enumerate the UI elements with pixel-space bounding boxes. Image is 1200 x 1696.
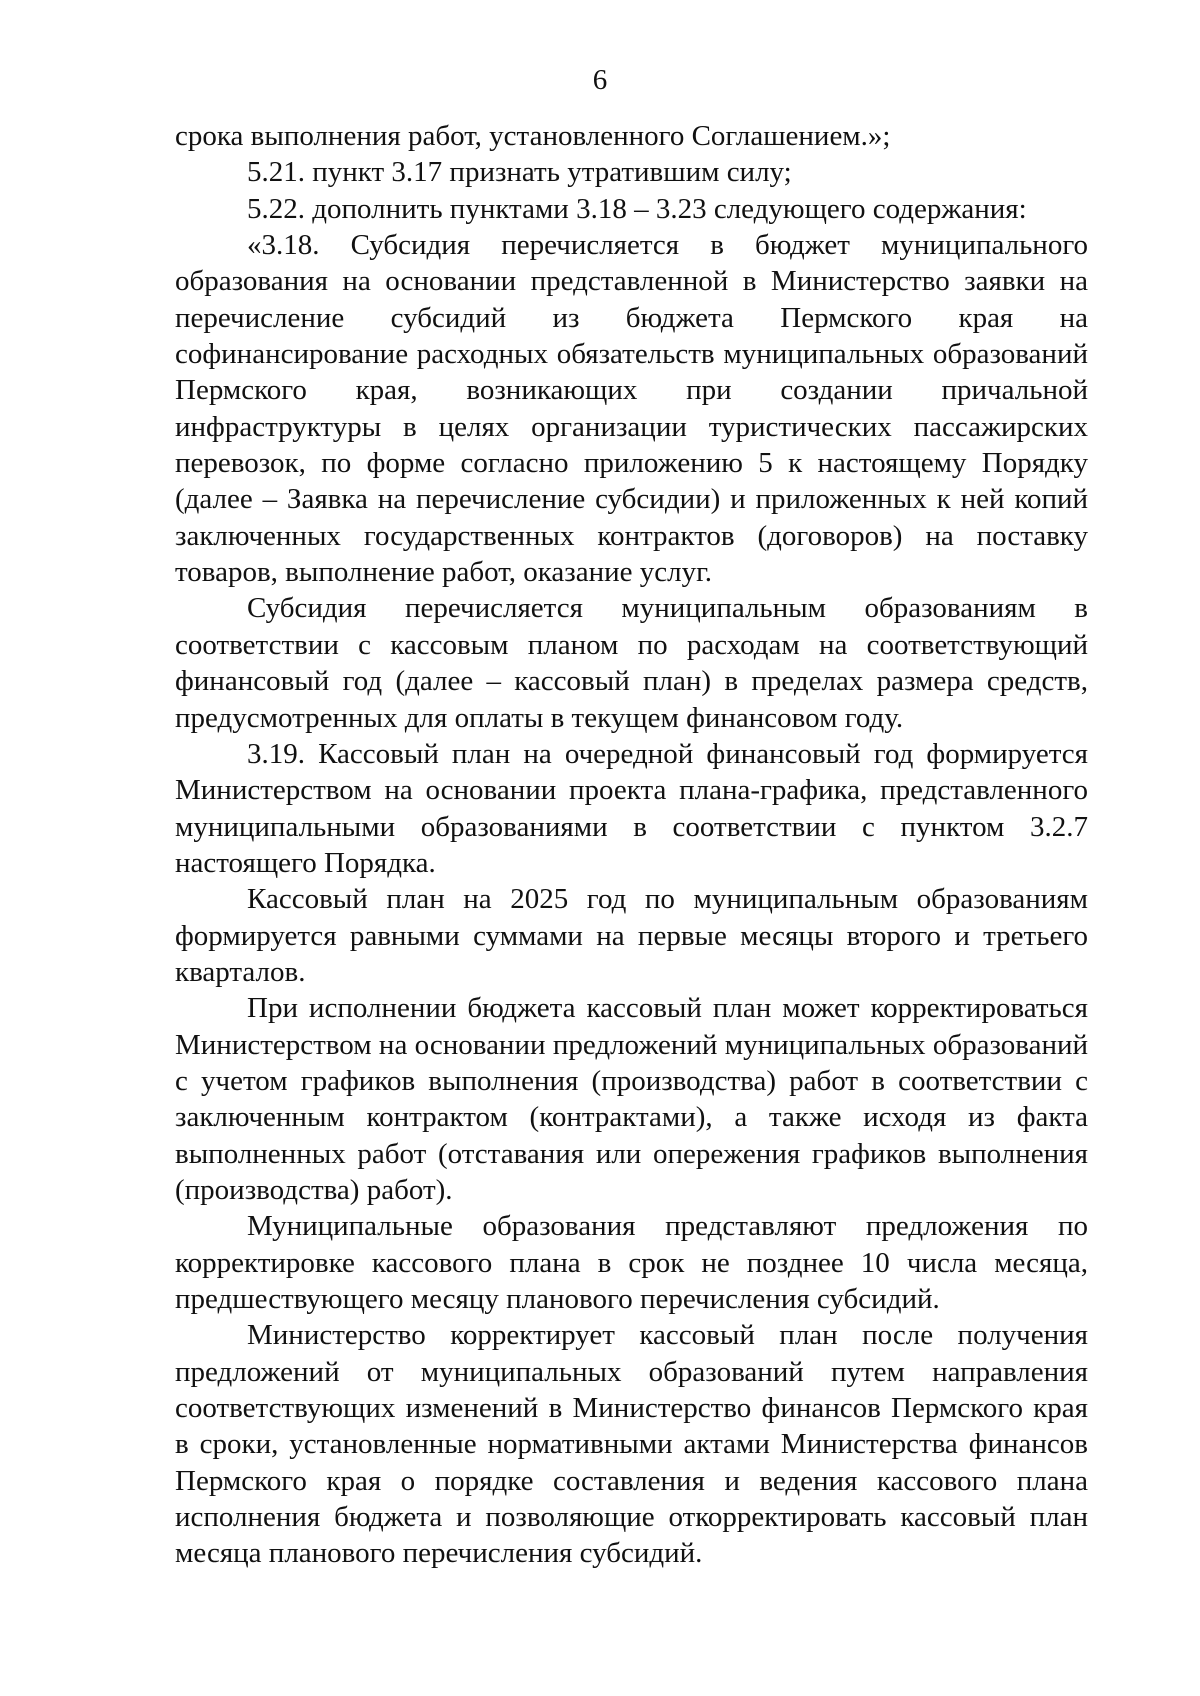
document-body xyxy=(175,118,1088,1572)
paragraph-item-5-21: 5.21. пункт 3.17 признать утратившим силу; xyxy=(247,156,792,189)
paragraph-municipal-proposals: Муниципальные образования представляют предложения по корректировке кассового плана в срок не позднее 10 числа месяца, предшествующего месяцу планового перечисления субсидий. xyxy=(175,1210,1088,1315)
paragraph-item-5-22: 5.22. дополнить пунктами 3.18 – 3.23 следующего содержания: xyxy=(247,192,1027,225)
paragraph-subsidy-transfer: Субсидия перечисляется муниципальным образованиям в соответствии с кассовым планом по расходам на соответствующий финансовый год (далее – кассовый план) в пределах размера средств, предусмотренных для оплаты в текущем финансовом году. xyxy=(175,592,1088,734)
paragraph-cash-plan-correction: При исполнении бюджета кассовый план может корректироваться Министерством на основании предложений муниципальных образований с учетом графиков выполнения (производства) работ в соответствии с заключенным контрактом (контрактами), а также исходя из факта выполненных работ (отставания или опережения графиков выполнения (производства) работ). xyxy=(175,992,1088,1206)
paragraph-item-3-18: «3.18. Субсидия перечисляется в бюджет муниципального образования на основании представленной в Министерство заявки на перечисление субсидий из бюджета Пермского края на софинансирование расходных обязательств муниципальных образований Пермского края, возникающих при создании причальной инфраструктуры в целях организации туристических пассажирских перевозок, по форме согласно приложению 5 к настоящему Порядку (далее – Заявка на перечисление субсидии) и приложенных к ней копий заключенных государственных контрактов (договоров) на поставку товаров, выполнение работ, оказание услуг. xyxy=(175,229,1088,589)
paragraph-continuation: срока выполнения работ, установленного Соглашением.»; xyxy=(175,120,891,152)
paragraph-ministry-correction: Министерство корректирует кассовый план после получения предложений от муниципальных образований путем направления соответствующих изменений в Министерство финансов Пермского края в сроки, установленные нормативными актами Министерства финансов Пермского края о порядке составления и ведения кассового плана исполнения бюджета и позволяющие откорректировать кассовый план месяца планового перечисления субсидий. xyxy=(175,1319,1088,1570)
paragraph-cash-plan-2025: Кассовый план на 2025 год по муниципальным образованиям формируется равными суммами на первые месяцы второго и третьего кварталов. xyxy=(175,883,1088,988)
page-number: 6 xyxy=(592,64,608,96)
paragraph-item-3-19: 3.19. Кассовый план на очередной финансовый год формируется Министерством на основании проекта плана-графика, представленного муниципальными образованиями в соответствии с пунктом 3.2.7 настоящего Порядка. xyxy=(175,737,1088,879)
